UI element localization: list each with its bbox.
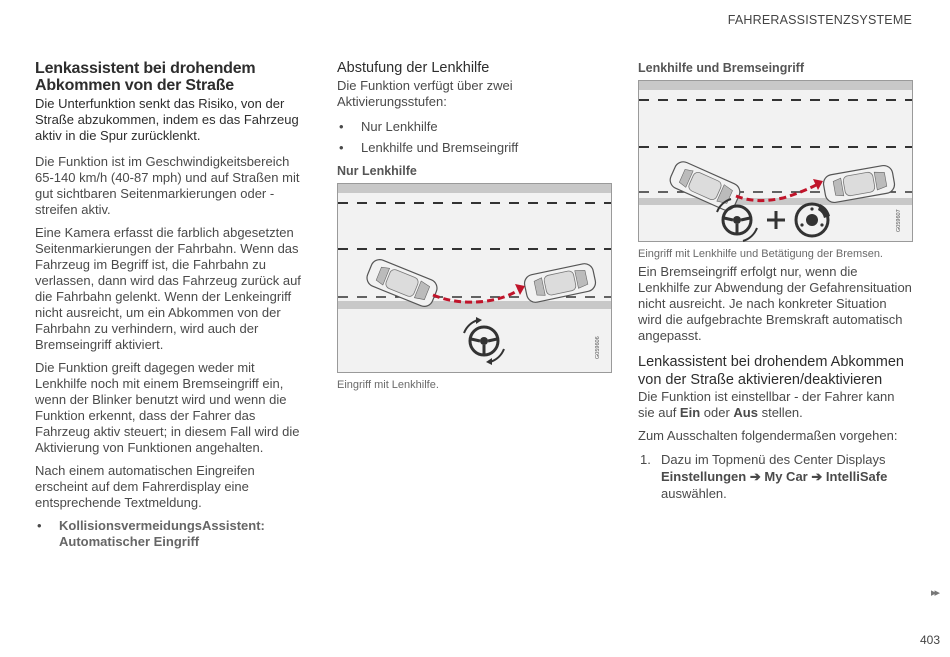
bullet-icon: •: [339, 139, 344, 155]
figure-code: G059606: [595, 335, 601, 359]
paragraph: Die Funktion greift dagegen weder mit Lenkhilfe noch mit einem Bremseingriff ein, wenn der Blinker benutzt wird und wenn die Funktion erkennt, dass der Fahrer das Fahrzeug aktiv steuert; in diesem Fall wird die Aktivierung von Funktionen angehalten.: [35, 360, 300, 455]
page-number: 403: [919, 633, 940, 647]
section-title: Abstufung der Lenkhilfe: [337, 60, 490, 76]
arrow-right-icon: ➔: [811, 469, 823, 484]
section-title: Lenkassistent bei drohendem Abkommen von der Straße aktivieren/deaktivieren: [638, 354, 904, 388]
cross-reference-link[interactable]: KollisionsvermeidungsAssistent: Automatischer Eingriff: [59, 518, 265, 549]
intro-text: Die Unterfunktion senkt das Risiko, von der Straße abzukommen, indem es das Fahrzeug aktiv in die Spur zurücklenkt.: [35, 96, 299, 143]
step-text: Dazu im Topmenü des Center Displays: [661, 452, 886, 467]
intro-text: Die Funktion verfügt über zwei Aktivierungsstufen:: [337, 77, 513, 109]
column-2: [337, 60, 611, 391]
menu-item-intellisafe: IntelliSafe: [825, 469, 888, 484]
list-item-label: Nur Lenkhilfe: [361, 118, 438, 134]
subheading: Lenkhilfe und Bremseingriff: [638, 61, 804, 75]
off-value: Aus: [733, 405, 758, 420]
step-end: auswählen.: [661, 486, 727, 501]
bullet-icon: •: [37, 518, 42, 533]
arrow-right-icon: ➔: [749, 469, 761, 484]
bullet-icon: •: [339, 118, 344, 134]
menu-path: [661, 469, 887, 484]
step-item: [638, 451, 912, 502]
paragraph: Ein Bremseingriff erfolgt nur, wenn die Lenkhilfe zur Abwendung der Gefahrensituation nicht ausreicht. Je nach konkreter Situation wird die aufgebrachte Bremskraft automatisch angepasst.: [638, 264, 912, 343]
paragraph: Nach einem automatischen Eingreifen erscheint auf dem Fahrerdisplay eine entsprechende Textmeldung.: [35, 463, 255, 510]
link-bullet[interactable]: [35, 518, 309, 550]
steering-assist-illustration: [337, 183, 612, 373]
list-item-label: Lenkhilfe und Bremseingriff: [361, 139, 519, 155]
subheading: Nur Lenkhilfe: [337, 163, 417, 178]
paragraph: Die Funktion ist im Geschwindigkeitsbereich 65-140 km/h (40-87 mph) und auf Straßen mit gut sichtbaren Seitenmarkierungen oder -streifen aktiv.: [35, 154, 300, 217]
on-value: Ein: [679, 405, 701, 420]
menu-item-settings: Einstellungen: [661, 469, 747, 484]
list-item: [337, 119, 611, 135]
step-number: 1.: [640, 452, 651, 467]
figure-caption: Eingriff mit Lenkhilfe und Betätigung der Bremsen.: [638, 248, 883, 260]
column-3: [638, 60, 912, 502]
paragraph: Zum Ausschalten folgendermaßen vorgehen:: [638, 428, 898, 443]
intro-text: Die Funktion ist einstellbar - der Fahrer kann sie auf Ein oder Aus stellen.: [638, 389, 895, 420]
paragraph: Eine Kamera erfasst die farblich abgesetzten Seitenmarkierungen der Fahrbahn. Wenn das Fahrzeug im Begriff ist, die Fahrbahn zu verlassen, dann wird das Fahrzeug zurück auf die Fahrbahn gelenkt. Wenn der Lenkeingriff nicht ausreicht, um ein Abkommen von der Fahrbahn zu verhindern, wird auch der Bremseingriff aktiviert.: [35, 225, 301, 352]
list-item: [337, 140, 611, 156]
menu-item-my-car: My Car: [764, 469, 808, 484]
column-1: [35, 60, 309, 550]
steering-and-brake-illustration: [638, 80, 913, 242]
section-header: FAHRERASSISTENZSYSTEME: [727, 13, 912, 27]
figure-code: G059607: [896, 209, 902, 232]
figure-caption: Eingriff mit Lenkhilfe.: [337, 378, 439, 391]
next-page-icon[interactable]: ▸▸: [930, 587, 938, 599]
section-title: Lenkassistent bei drohendem Abkommen von der Straße: [35, 60, 256, 94]
